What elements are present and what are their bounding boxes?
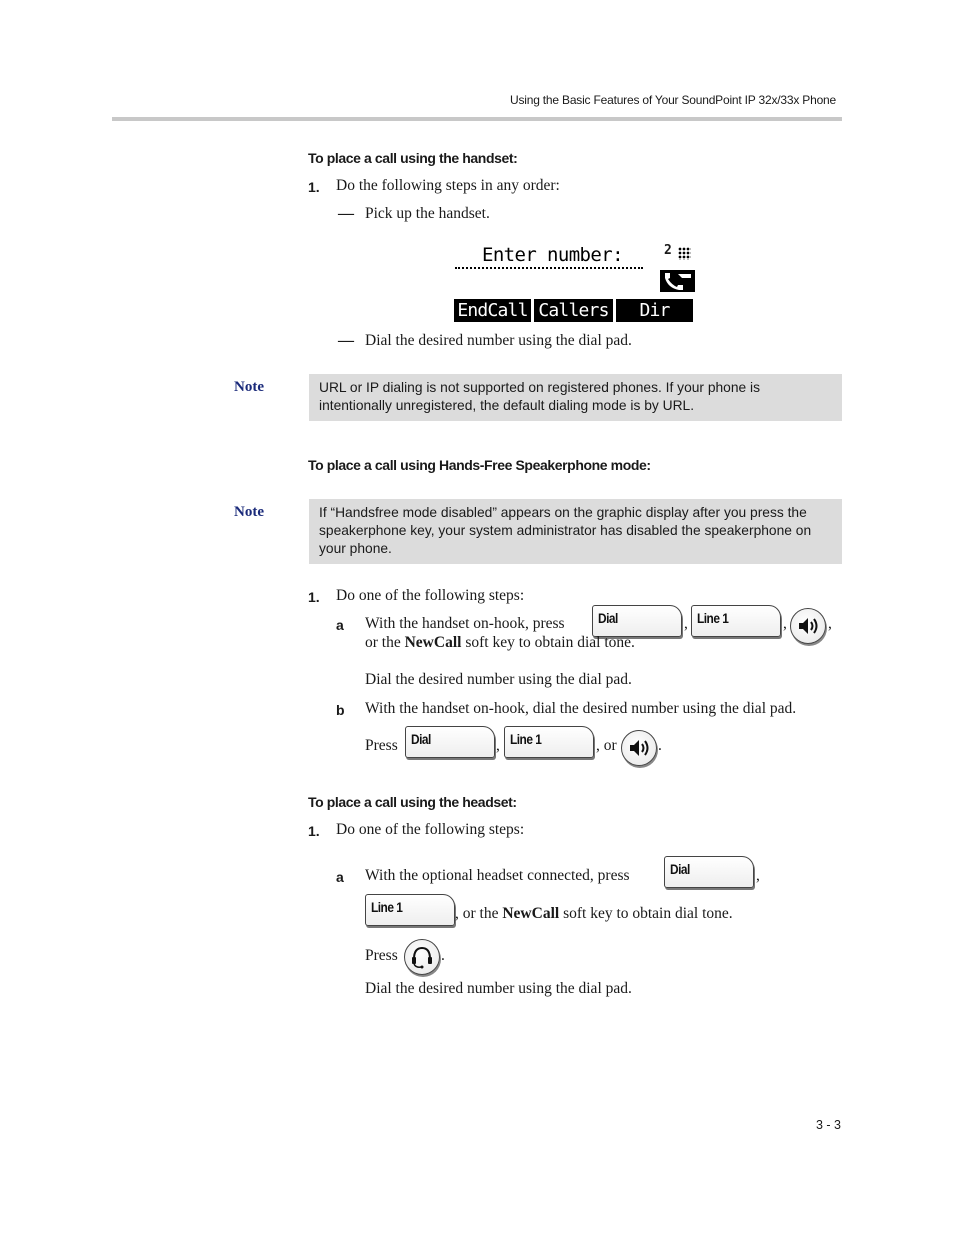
dial-key[interactable]: Dial bbox=[664, 856, 754, 888]
substep-text: With the optional headset connected, press bbox=[365, 867, 630, 884]
newcall-softkey-name: NewCall bbox=[404, 634, 462, 651]
line1-key[interactable]: Line 1 bbox=[691, 605, 781, 637]
note-line: URL or IP dialing is not supported on registered phones. If your phone is bbox=[319, 380, 761, 395]
substep-text-continued bbox=[455, 905, 733, 923]
keypad-icon bbox=[678, 247, 691, 260]
step-text: Do one of the following steps: bbox=[336, 821, 525, 838]
step-number: 1. bbox=[308, 589, 320, 605]
headset-procedure-heading: To place a call using the headset: bbox=[308, 794, 517, 810]
dash-bullet: — bbox=[338, 205, 354, 222]
speakerphone-icon[interactable] bbox=[621, 730, 657, 766]
substep-text: With the handset on-hook, dial the desired number using the dial pad. bbox=[365, 700, 797, 717]
substep-letter: b bbox=[336, 702, 345, 718]
substep-text-continued bbox=[365, 634, 635, 652]
substep-letter: a bbox=[336, 617, 344, 633]
lcd-digit: 2 bbox=[664, 243, 672, 258]
line1-key[interactable]: Line 1 bbox=[504, 726, 594, 758]
running-header: Using the Basic Features of Your SoundPoint IP 32x/33x Phone bbox=[509, 93, 836, 107]
softkey-callers[interactable]: Callers bbox=[534, 299, 613, 322]
note-line: speakerphone key, your system administrator has disabled the speakerphone on bbox=[319, 523, 812, 538]
handset-icon bbox=[660, 270, 695, 292]
bullet-text: Pick up the handset. bbox=[365, 205, 490, 222]
text-fragment: soft key to obtain dial tone. bbox=[461, 634, 635, 651]
lcd-prompt: Enter number: bbox=[482, 244, 623, 266]
headset-icon[interactable] bbox=[404, 939, 440, 975]
text-fragment: soft key to obtain dial tone. bbox=[559, 905, 733, 922]
text-fragment: or the bbox=[365, 634, 405, 651]
newcall-softkey-name: NewCall bbox=[502, 905, 560, 922]
step-number: 1. bbox=[308, 823, 320, 839]
dial-key[interactable]: Dial bbox=[405, 726, 495, 758]
text-fragment: , or the bbox=[455, 905, 503, 922]
step-text: Do the following steps in any order: bbox=[336, 177, 560, 194]
comma: , bbox=[684, 615, 688, 632]
line1-key[interactable]: Line 1 bbox=[365, 894, 455, 926]
press-label: Press bbox=[365, 737, 398, 754]
press-label: Press bbox=[365, 947, 398, 964]
substep-letter: a bbox=[336, 869, 344, 885]
note-line: your phone. bbox=[319, 541, 392, 556]
softkey-dir[interactable]: Dir bbox=[616, 299, 693, 322]
note-label: Note bbox=[234, 379, 264, 395]
note-line: If “Handsfree mode disabled” appears on the graphic display after you press the bbox=[319, 505, 807, 520]
or-text: , or bbox=[596, 737, 617, 754]
speakerphone-procedure-heading: To place a call using Hands-Free Speakerphone mode: bbox=[308, 457, 651, 473]
dial-key[interactable]: Dial bbox=[592, 605, 682, 637]
speakerphone-icon[interactable] bbox=[790, 608, 826, 644]
comma: , bbox=[496, 737, 500, 754]
substep-text: Dial the desired number using the dial pad. bbox=[365, 671, 632, 688]
period: . bbox=[658, 737, 662, 754]
comma: , bbox=[828, 615, 832, 632]
step-text: Do one of the following steps: bbox=[336, 587, 525, 604]
header-rule bbox=[112, 117, 842, 121]
step-number: 1. bbox=[308, 179, 320, 195]
lcd-display bbox=[452, 240, 696, 326]
bullet-text: Dial the desired number using the dial pad. bbox=[365, 332, 632, 349]
substep-text: Dial the desired number using the dial pad. bbox=[365, 980, 632, 997]
comma: , bbox=[783, 615, 787, 632]
note-label: Note bbox=[234, 504, 264, 520]
lcd-entry-line bbox=[455, 267, 643, 269]
softkey-endcall[interactable]: EndCall bbox=[454, 299, 531, 322]
note-box bbox=[309, 374, 842, 421]
period: . bbox=[441, 947, 445, 964]
page-number: 3 - 3 bbox=[815, 1118, 841, 1132]
substep-text: With the handset on-hook, press bbox=[365, 615, 565, 632]
comma: , bbox=[756, 867, 760, 884]
handset-procedure-heading: To place a call using the handset: bbox=[308, 150, 518, 166]
dash-bullet: — bbox=[338, 332, 354, 349]
lcd-softkeys bbox=[454, 299, 693, 322]
note-box bbox=[309, 499, 842, 564]
note-line: intentionally unregistered, the default dialing mode is by URL. bbox=[319, 398, 695, 413]
